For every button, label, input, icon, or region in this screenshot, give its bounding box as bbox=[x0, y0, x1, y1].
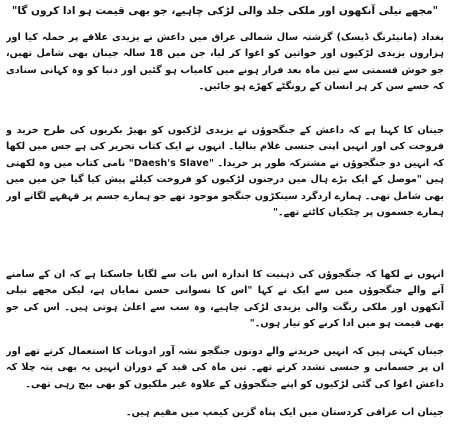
article-paragraph: جینان کا کہنا ہے کہ داعش کے جنگجوؤں نے یزیدی لڑکیوں کو بھیڑ بکریوں کی طرح خرید و فروخت کی اور انہیں اپنی جنسی غلام بنالیا۔ انہوں نے ایک کتاب تحریر کی ہے جس میں لکھا کہ انہیں دو جنگجوؤں نے مشترکہ طور پر خریدا۔ "Daesh's Slave" نامی کتاب میں وہ لکھتی ہیں "موصل کے ایک بڑے ہال میں درجنوں لڑکیوں کو فروخت کیلئے پیش کیا گیا جن میں میں بھی شامل تھی۔ ہمارے اردگرد سینکڑوں جنگجو موجود تھے جو ہمارے جسم پر قہقہے لگاتے اور ہمارے جسموں پر چٹکیاں کاٹتے تھے۔" bbox=[6, 125, 444, 219]
article-paragraph: جینان اب عراقی کردستان میں ایک پناہ گزین کیمپ میں مقیم ہیں۔ bbox=[126, 407, 444, 418]
article-paragraph: جینان کہتی ہیں کہ انہیں خریدنے والے دونوں جنگجو نشہ آور ادویات کا استعمال کرتے تھے اور ان پر جسمانی و جنسی تشدد کرتے تھے۔ تین ماہ کی قید کے دوران انہیں یہ بھی پتہ چلا کہ داعش اغوا کی گئی لڑکیوں کو اپنے جنگجوؤں کے علاوہ غیر ملکیوں کو بھی بیچ رہی تھی۔ bbox=[6, 346, 444, 390]
article-paragraph: بغداد (مانیٹرنگ ڈیسک) گزشتہ سال شمالی عراق میں داعش نے یزیدی علاقے پر حملہ کیا اور ہزاروں یزیدی لڑکیوں اور خواتین کو اغوا کر لیا، جن میں 18 سالہ جینان بھی شامل تھیں، جو خوش قسمتی سے تین ماہ بعد فرار ہونے میں کامیاب ہو گئیں اور دنیا کو وہ کہانی سنادی کہ جسے سن کر ہر انسان کے رونگٹے کھڑے ہو جائیں۔ bbox=[6, 32, 444, 93]
article-title-quote: "مجھے نیلی آنکھوں اور ملکی جلد والی لڑکی چاہیے، جو بھی قیمت ہو ادا کروں گا" bbox=[11, 5, 439, 17]
article-paragraph: انہوں نے لکھا کہ جنگجوؤں کی ذہنیت کا اندازہ اس بات سے لگایا جاسکتا ہے کہ ان کے سامنے آنے والے جنگجوؤں میں سے ایک نے کہا "اس کا نسوانی حسن نمایاں ہے، لیکن مجھے نیلی آنکھوں اور ملکی رنگت والی یزیدی لڑکی چاہیے، وہ سب سے اعلیٰ ہوتی ہیں۔ اس کی جو بھی قیمت ہو میں ادا کرنے کو تیار ہوں۔" bbox=[6, 269, 444, 330]
